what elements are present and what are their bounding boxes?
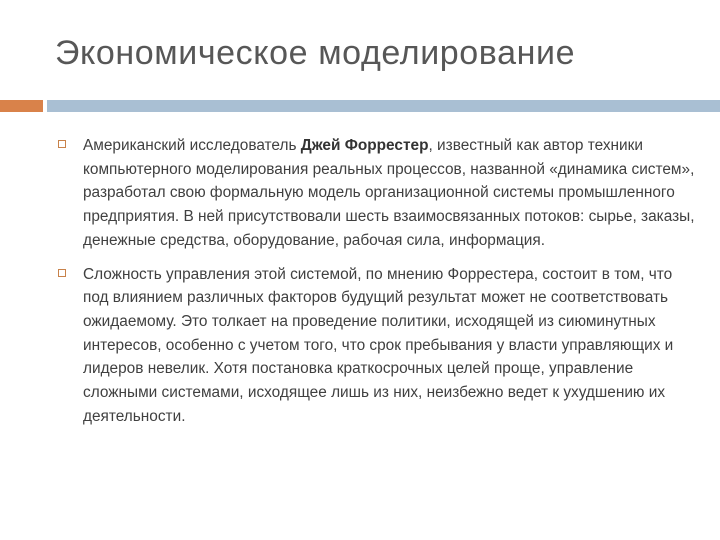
- square-bullet-icon: [58, 140, 66, 148]
- square-bullet-icon: [58, 269, 66, 277]
- accent-bar: [0, 100, 43, 112]
- bullet-text: Сложность управления этой системой, по мнению Форрестера, состоит в том, что под влиянием различных факторов будущий результат может не соответствовать ожидаемому. Это толкает на проведение политики, исходящей из сиюминутных интересов, особенно с учетом того, что срок пребывания у власти управляющих и лидеров невелик. Хотя постановка краткосрочных целей проще, управление сложными системами, исходящее лишь из них, неизбежно ведет к ухудшению их деятельности.: [83, 265, 674, 425]
- bullet-text-end: , известный как автор техники компьютерного моделирования реальных процессов, названной «динамика систем», разработал свою формальную модель организационной системы промышленного предприятия. В ней присутствовали шесть взаимосвязанных потоков: сырье, заказы, денежные средства, оборудование, рабочая сила, информация.: [83, 137, 695, 249]
- bullet-text: [83, 134, 698, 253]
- bullet-list: [58, 134, 698, 438]
- bullet-text-start: Американский исследователь: [83, 137, 301, 154]
- title-underline-bar: [47, 100, 720, 112]
- bullet-item: [58, 134, 698, 253]
- slide-title: Экономическое моделирование: [55, 34, 576, 72]
- bullet-text-bold-name: Джей Форрестер: [300, 137, 429, 154]
- bullet-item: [58, 263, 698, 429]
